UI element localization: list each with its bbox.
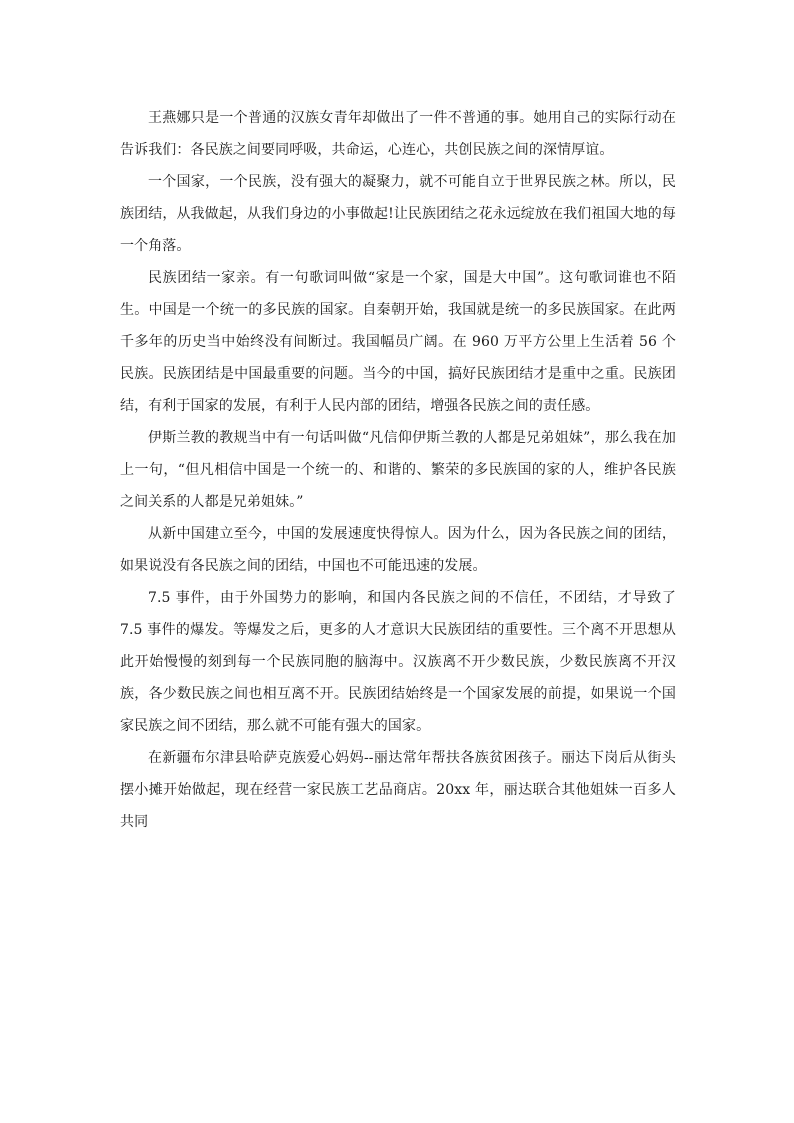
paragraph: 民族团结一家亲。有一句歌词叫做“家是一个家，国是大中国”。这句歌词谁也不陌生。中国是一个统一的多民族的国家。自秦朝开始，我国就是统一的多民族国家。在此两千多年的历史当中始终没有间断过。我国幅员广阔。在 960 万平方公里上生活着 56 个民族。民族团结是中国最重要的问题。当今的中国，搞好民族团结才是重中之重。民族团结，有利于国家的发展，有利于人民内部的团结，增强各民族之间的责任感。 — [120, 270, 676, 414]
paragraph: 王燕娜只是一个普通的汉族女青年却做出了一件不普通的事。她用自己的实际行动在告诉我们：各民族之间要同呼吸，共命运，心连心，共创民族之间的深情厚谊。 — [120, 110, 676, 158]
paragraph: 7.5 事件，由于外国势力的影响，和国内各民族之间的不信任，不团结，才导致了 7.5 事件的爆发。等爆发之后，更多的人才意识大民族团结的重要性。三个离不开思想从此开始慢慢的刻到每一个民族同胞的脑海中。汉族离不开少数民族，少数民族离不开汉族，各少数民族之间也相互离不开。民族团结始终是一个国家发展的前提，如果说一个国家民族之间不团结，那么就不可能有强大的国家。 — [120, 590, 676, 734]
paragraph: 一个国家，一个民族，没有强大的凝聚力，就不可能自立于世界民族之林。所以，民族团结，从我做起，从我们身边的小事做起!让民族团结之花永远绽放在我们祖国大地的每一个角落。 — [120, 174, 676, 254]
paragraph: 在新疆布尔津县哈萨克族爱心妈妈--丽达常年帮扶各族贫困孩子。丽达下岗后从街头摆小摊开始做起，现在经营一家民族工艺品商店。20xx 年，丽达联合其他姐妹一百多人共同 — [120, 750, 676, 830]
paragraph: 伊斯兰教的教规当中有一句话叫做“凡信仰伊斯兰教的人都是兄弟姐妹”，那么我在加上一句，“但凡相信中国是一个统一的、和谐的、繁荣的多民族国的家的人，维护各民族之间关系的人都是兄弟姐妹。” — [120, 430, 676, 510]
paragraph: 从新中国建立至今，中国的发展速度快得惊人。因为什么，因为各民族之间的团结，如果说没有各民族之间的团结，中国也不可能迅速的发展。 — [120, 526, 676, 574]
document-body — [120, 102, 676, 838]
